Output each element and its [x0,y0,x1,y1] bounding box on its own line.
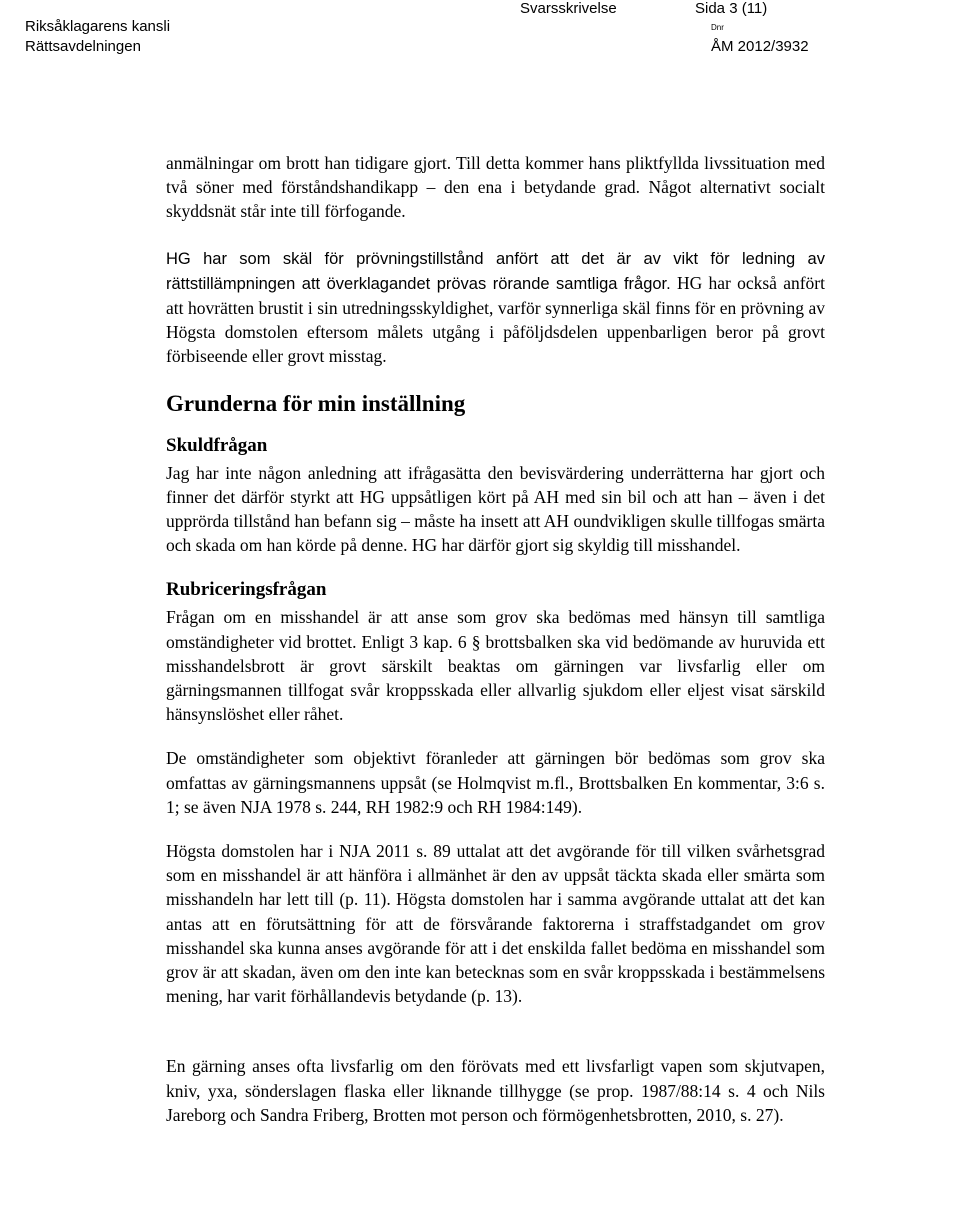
document-body [166,151,825,1127]
page-number: Sida 3 (11) [695,0,768,17]
paragraph-1: anmälningar om brott han tidigare gjort. Till detta kommer hans pliktfyllda livssituation med två söner med förståndshandikapp – den ena i betydande grad. Något alternativt socialt skyddsnät står inte till förfogande. [166,153,825,222]
paragraph-5: De omständigheter som objektivt föranleder att gärningen bör bedömas som grov ska omfattas av gärningsmannens uppsåt (se Holmqvist m.fl., Brottsbalken En kommentar, 3:6 s. 1; se även NJA 1978 s. 244, RH 1982:9 och RH 1984:149). [166,748,825,817]
paragraph-2-sans-part: HG har som skäl för prövningstillstånd anfört att det är av vikt för ledning av rättstillämpningen att överklagandet prövas rörande samtliga frågor. [166,249,825,293]
paragraph-4: Frågan om en misshandel är att anse som grov ska bedömas med hänsyn till samtliga omständigheter vid brottet. Enligt 3 kap. 6 § brottsbalken ska vid bedömande av huruvida ett misshandelsbrott är grovt särskilt beaktas om gärningen var livsfarlig eller om gärningsmannen tillfogat svår kroppsskada eller allvarlig sjukdom eller eljest visat särskild hänsynslöshet eller råhet. [166,607,825,725]
section-heading: Grunderna för min inställning [166,390,466,416]
case-number: ÅM 2012/3932 [711,38,809,55]
dnr-label: Dnr [711,23,724,32]
subheading-rubriceringsfragan: Rubriceringsfrågan [166,579,327,601]
header-left [0,0,240,56]
paragraph-3: Jag har inte någon anledning att ifrågasätta den bevisvärdering underrätterna har gjort och finner det därför styrkt att HG uppsåtligen kört på AH med sin bil och att han – även i det upprörda tillstånd han befann sig – måste ha insett att AH oundvikligen skulle tillfogas smärta och skada om han körde på denne. HG har därför gjort sig skyldig till misshandel. [166,462,825,556]
paragraph-2 [166,246,825,369]
department-name: Rättsavdelningen [25,38,141,55]
organization-name: Riksåklagarens kansli [25,18,171,35]
paragraph-2-serif-part: HG har också anfört att hovrätten brustit i sin utredningsskyldighet, varför synnerliga skäl finns för en prövning av Högsta domstolen eftersom målets utgång i påföljdsdelen uppenbarligen beror på grovt förbiseende eller grovt misstag. [166,272,825,367]
paragraph-6: Högsta domstolen har i NJA 2011 s. 89 uttalat att det avgörande för till vilken svårhetsgrad som en misshandel är att hänföra i allmänhet är den av uppsåt täckta skada eller smärta som misshandeln har lett till (p. 11). Högsta domstolen har i samma avgörande uttalat att det kan antas att en förutsättning för att de försvårande faktorerna i straffstadgandet om grov misshandel ska kunna anses avgörande för att i det enskilda fallet bedöma en misshandel som grov är att skadan, även om den inte kan betecknas som en svår kroppsskada i bestämmelsens mening, har varit förhållandevis betydande (p. 13). [166,841,825,1007]
subheading-skuldfragan: Skuldfrågan [166,434,268,456]
document-type: Svarsskrivelse [520,0,617,17]
paragraph-7: En gärning anses ofta livsfarlig om den förövats med ett livsfarligt vapen som skjutvapen, kniv, yxa, sönderslagen flaska eller liknande tillhygge (se prop. 1987/88:14 s. 4 och Nils Jareborg och Sandra Friberg, Brotten mot person och förmögenhetsbrotten, 2010, s. 27). [166,1056,825,1125]
